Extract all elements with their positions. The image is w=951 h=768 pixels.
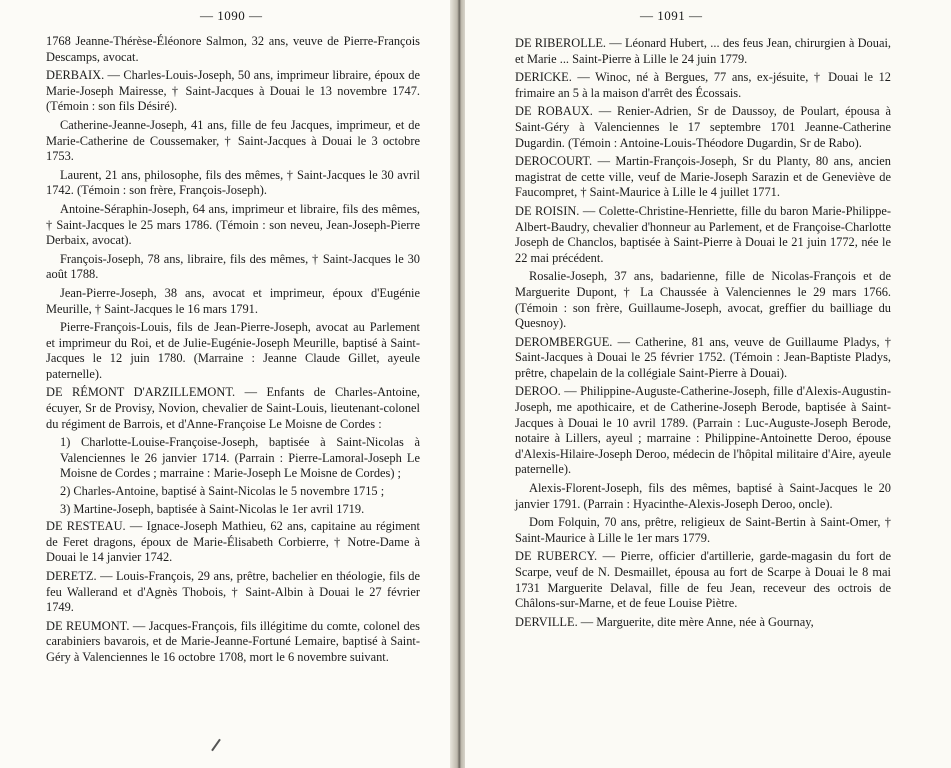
paragraph: 1) Charlotte-Louise-Françoise-Joseph, baptisée à Saint-Nicolas à Valenciennes le 26 janvier 1714. (Parrain : Pierre-Lamoral-Joseph Le Moisne de Cordes ; marraine : Marie-Joseph Le Moisne de Cordes) ; bbox=[60, 435, 420, 481]
paragraph: Alexis-Florent-Joseph, fils des mêmes, baptisé à Saint-Jacques le 20 janvier 1791. (Parrain : Hyacinthe-Alexis-Joseph Deroo, oncle). bbox=[515, 481, 891, 511]
paragraph: DERICKE. — Winoc, né à Bergues, 77 ans, ex-jésuite, † Douai le 12 frimaire an 5 à la maison d'arrêt des Écossais. bbox=[515, 70, 891, 100]
paragraph: DEROMBERGUE. — Catherine, 81 ans, veuve de Guillaume Pladys, † Saint-Jacques à Douai le 25 février 1752. (Témoin : Jean-Baptiste Pladys, prêtre, chapelain de la collégiale Saint-Pierre à Douai). bbox=[515, 334, 891, 380]
paragraph: DERETZ. — Louis-François, 29 ans, prêtre, bachelier en théologie, fils de feu Wallerand et d'Agnès Thobois, † Saint-Albin à Douai le 27 février 1749. bbox=[46, 569, 420, 615]
paragraph: DE RÉMONT D'ARZILLEMONT. — Enfants de Charles-Antoine, écuyer, Sr de Provisy, Novion, chevalier de Saint-Louis, lieutenant-colonel du régiment de Barrois, et d'Anne-Françoise Le Moisne de Cordes : bbox=[46, 385, 420, 431]
page-number-left: — 1090 — bbox=[200, 8, 263, 23]
paragraph: DERBAIX. — Charles-Louis-Joseph, 50 ans, imprimeur libraire, époux de Marie-Joseph Mairesse, † Saint-Jacques à Douai le 13 novembre 1747. (Témoin : son fils Désiré). bbox=[46, 68, 420, 114]
right-page bbox=[465, 0, 951, 768]
paragraph: DEROCOURT. — Martin-François-Joseph, Sr du Planty, 80 ans, ancien magistrat de cette ville, veuf de Marie-Joseph Sarazin et de Geneviève de Faucompret, † Saint-Maurice à Lille le 4 juillet 1771. bbox=[515, 154, 891, 200]
paragraph: Pierre-François-Louis, fils de Jean-Pierre-Joseph, avocat au Parlement et imprimeur du Roi, et de Julie-Eugénie-Joseph Meurille, baptisé à Saint-Jacques le 12 juin 1780. (Marraine : Jeanne Claude Gillet, ayeule paternelle). bbox=[46, 320, 420, 381]
left-page bbox=[0, 0, 455, 768]
paragraph: DE RIBEROLLE. — Léonard Hubert, ... des feus Jean, chirurgien à Douai, et Marie ... Saint-Pierre à Lille le 24 juin 1779. bbox=[515, 36, 891, 66]
paragraph: François-Joseph, 78 ans, libraire, fils des mêmes, † Saint-Jacques le 30 août 1788. bbox=[46, 251, 420, 282]
paragraph: DE ROISIN. — Colette-Christine-Henriette, fille du baron Marie-Philippe-Albert-Baudry, chevalier d'honneur au Parlement, et de Françoise-Charlotte Joseph de Chanclos, baptisée à Saint-Pierre à Douai le 21 juin 1772, née le 22 mai précédent. bbox=[515, 203, 891, 265]
pencil-mark bbox=[211, 739, 221, 752]
paragraph: DE RESTEAU. — Ignace-Joseph Mathieu, 62 ans, capitaine au régiment de Feret dragons, époux de Marie-Élisabeth Corbierre, † Notre-Dame à Douai le 14 janvier 1742. bbox=[46, 519, 420, 565]
paragraph: Antoine-Séraphin-Joseph, 64 ans, imprimeur et libraire, fils des mêmes, † Saint-Jacques le 25 mars 1786. (Témoin : son neveu, Jean-Joseph-Pierre Derbaix, avocat). bbox=[46, 201, 420, 248]
paragraph: DERVILLE. — Marguerite, dite mère Anne, née à Gournay, bbox=[515, 614, 814, 629]
paragraph: 2) Charles-Antoine, baptisé à Saint-Nicolas le 5 novembre 1715 ; bbox=[60, 484, 385, 499]
paragraph: DE RUBERCY. — Pierre, officier d'artillerie, garde-magasin du fort de Scarpe, veuf de N. Desmaillet, épousa au fort de Scarpe à Douai le 8 mai 1731 Marguerite Delaval, fille de feu Jean, receveur des octrois de Châlons-sur-Marne, et de feue Louise Piètre. bbox=[515, 549, 891, 611]
right-page-text bbox=[515, 36, 891, 633]
paragraph: Jean-Pierre-Joseph, 38 ans, avocat et imprimeur, époux d'Eugénie Meurille, † Saint-Jacques le 16 mars 1791. bbox=[46, 285, 420, 316]
page-number-right: — 1091 — bbox=[640, 8, 703, 23]
paragraph: Catherine-Jeanne-Joseph, 41 ans, fille de feu Jacques, imprimeur, et de Marie-Catherine de Coussemaker, † Saint-Jacques à Douai le 3 octobre 1753. bbox=[46, 117, 420, 164]
paragraph: Dom Folquin, 70 ans, prêtre, religieux de Saint-Bertin à Saint-Omer, † Saint-Maurice à Lille le 1er mars 1779. bbox=[515, 515, 891, 545]
paragraph: DEROO. — Philippine-Auguste-Catherine-Joseph, fille d'Alexis-Augustin-Joseph, me apothicaire, et de Catherine-Joseph Berode, baptisée à Saint-Jacques à Douai le 10 avril 1789. (Parrain : Luc-Auguste-Joseph Berode, notaire à Lillers, ayeul ; marraine : Philippine-Antoinette Deroo, épouse d'Alexis-Hilaire-Joseph Deroo, médecin de l'hôpital militaire d'Aire, ayeule paternelle). bbox=[515, 384, 891, 477]
paragraph: DE REUMONT. — Jacques-François, fils illégitime du comte, colonel des carabiniers bavarois, et de Marie-Jeanne-Fortuné Lemaire, baptisé à Saint-Géry à Valenciennes le 16 octobre 1708, mort le 6 novembre suivant. bbox=[46, 618, 420, 664]
paragraph: Rosalie-Joseph, 37 ans, badarienne, fille de Nicolas-François et de Marguerite Dupont, † La Chaussée à Valenciennes le 29 mars 1766. (Témoin : son frère, Guillaume-Joseph, avocat, greffier du bailliage du Quesnoy). bbox=[515, 269, 891, 331]
paragraph: Laurent, 21 ans, philosophe, fils des mêmes, † Saint-Jacques le 30 avril 1742. (Témoin : son frère, François-Joseph). bbox=[46, 167, 420, 198]
paragraph: DE ROBAUX. — Renier-Adrien, Sr de Daussoy, de Poulart, épousa à Saint-Géry à Valenciennes le 17 septembre 1701 Jeanne-Catherine Dugardin. (Témoin : Antoine-Louis-Théodore Dugardin, Sr de Rabo). bbox=[515, 104, 891, 150]
left-page-text bbox=[46, 34, 420, 669]
paragraph: 3) Martine-Joseph, baptisée à Saint-Nicolas le 1er avril 1719. bbox=[60, 501, 365, 516]
paragraph: 1768 Jeanne-Thérèse-Éléonore Salmon, 32 ans, veuve de Pierre-François Descamps, avocat. bbox=[46, 34, 420, 64]
